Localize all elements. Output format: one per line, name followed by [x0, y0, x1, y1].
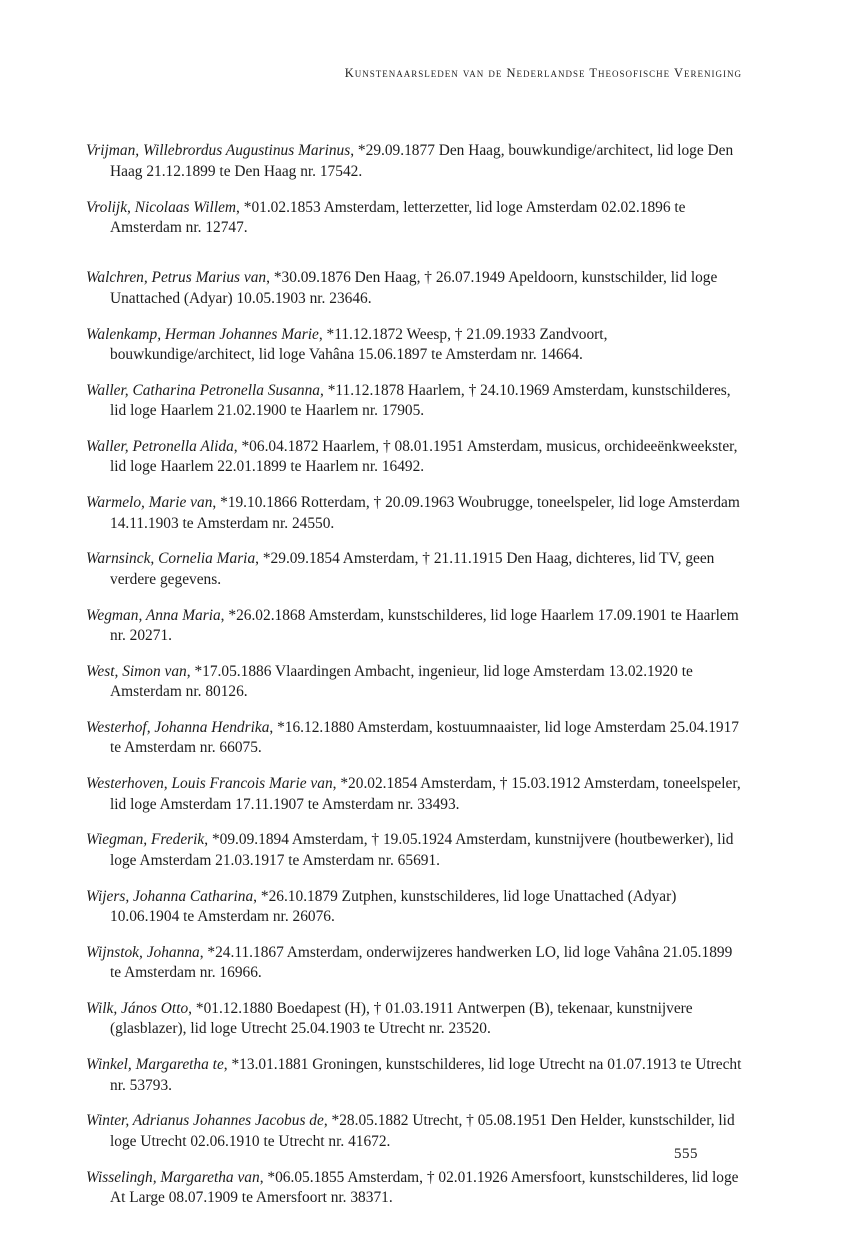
entry: [86, 437, 746, 478]
entry: [86, 606, 746, 647]
entry-name: Westerhoven, Louis Francois Marie van: [86, 775, 333, 793]
entry-name: Wiegman, Frederik: [86, 831, 205, 849]
entry-name: Winkel, Margaretha te: [86, 1056, 224, 1074]
entry-details: , *06.05.1855 Amsterdam, † 02.01.1926 Amersfoort, kunstschilderes, lid loge At Large 08.07.1909 te Amersfoort nr. 38371.: [110, 1168, 739, 1207]
entry-details: , *06.04.1872 Haarlem, † 08.01.1951 Amsterdam, musicus, orchideeënkweekster, lid loge Haarlem 22.01.1899 te Haarlem nr. 16492.: [110, 438, 738, 476]
entry-name: Wilk, János Otto: [86, 1000, 189, 1018]
entry-details: , *13.01.1881 Groningen, kunstschilderes, lid loge Utrecht na 01.07.1913 te Utrecht nr. 53793.: [110, 1056, 742, 1094]
entry-details: , *28.05.1882 Utrecht, † 05.08.1951 Den Helder, kunstschilder, lid loge Utrecht 02.06.1910 te Utrecht nr. 41672.: [110, 1112, 735, 1150]
entry: [86, 141, 746, 182]
entry: [86, 198, 746, 239]
entry: [86, 662, 746, 703]
entry: [86, 1111, 746, 1152]
entry-name: Warmelo, Marie van: [86, 494, 213, 512]
entry: [86, 718, 746, 759]
entry-name: Vrijman, Willebrordus Augustinus Marinus: [86, 142, 351, 160]
entry-details: , *09.09.1894 Amsterdam, † 19.05.1924 Amsterdam, kunstnijvere (houtbewerker), lid loge Amsterdam 21.03.1917 te Amsterdam nr. 65691.: [110, 831, 734, 869]
entry-name: Walenkamp, Herman Johannes Marie: [86, 325, 319, 343]
entry-name: Wisselingh, Margaretha van: [86, 1168, 260, 1186]
entry: [86, 268, 746, 309]
entry: [86, 381, 746, 422]
entry-details: , *30.09.1876 Den Haag, † 26.07.1949 Apeldoorn, kunstschilder, lid loge Unattached (Adyar) 10.05.1903 nr. 23646.: [110, 269, 718, 307]
entry: [86, 999, 746, 1040]
entry-details: , *29.09.1854 Amsterdam, † 21.11.1915 Den Haag, dichteres, lid TV, geen verdere gegevens.: [110, 550, 715, 588]
entry-details: , *11.12.1878 Haarlem, † 24.10.1969 Amsterdam, kunstschilderes, lid loge Haarlem 21.02.1900 te Haarlem nr. 17905.: [110, 381, 731, 420]
entry-details: , *26.10.1879 Zutphen, kunstschilderes, lid loge Unattached (Adyar) 10.06.1904 te Amsterdam nr. 26076.: [110, 887, 677, 926]
entry: [86, 774, 746, 815]
entry-list: [86, 126, 746, 1218]
entry-details: , *24.11.1867 Amsterdam, onderwijzeres handwerken LO, lid loge Vahâna 21.05.1899 te Amsterdam nr. 16966.: [110, 943, 733, 982]
entry-details: , *01.02.1853 Amsterdam, letterzetter, lid loge Amsterdam 02.02.1896 te Amsterdam nr. 12747.: [110, 198, 686, 236]
entry-details: , *26.02.1868 Amsterdam, kunstschilderes, lid loge Haarlem 17.09.1901 te Haarlem nr. 20271.: [110, 606, 739, 645]
entry: [86, 943, 746, 984]
entry-details: , *29.09.1877 Den Haag, bouwkundige/architect, lid loge Den Haag 21.12.1899 te Den Haag nr. 17542.: [110, 142, 734, 180]
entry-name: Waller, Catharina Petronella Susanna: [86, 381, 320, 399]
entry: [86, 549, 746, 590]
entry-name: Wegman, Anna Maria: [86, 606, 221, 624]
entry-name: West, Simon van: [86, 662, 187, 680]
entry: [86, 887, 746, 928]
entry: [86, 1168, 746, 1209]
entry-name: Westerhof, Johanna Hendrika: [86, 719, 270, 737]
page-number: 555: [674, 1146, 698, 1162]
entry-name: Walchren, Petrus Marius van: [86, 269, 267, 287]
entry-name: Waller, Petronella Alida: [86, 438, 234, 456]
entry-details: , *01.12.1880 Boedapest (H), † 01.03.1911 Antwerpen (B), tekenaar, kunstnijvere (glasblazer), lid loge Utrecht 25.04.1903 te Utrecht nr. 23520.: [110, 1000, 693, 1038]
entry: [86, 325, 746, 366]
entry-name: Wijnstok, Johanna: [86, 943, 200, 961]
entry-details: , *20.02.1854 Amsterdam, † 15.03.1912 Amsterdam, toneelspeler, lid loge Amsterdam 17.11.1907 te Amsterdam nr. 33493.: [110, 775, 741, 813]
entry-details: , *19.10.1866 Rotterdam, † 20.09.1963 Woubrugge, toneelspeler, lid loge Amsterdam 14.11.1903 te Amsterdam nr. 24550.: [110, 494, 740, 532]
running-header: Kunstenaarsleden van de Nederlandse Theosofische Vereniging: [344, 66, 742, 80]
entry: [86, 1055, 746, 1096]
entry-name: Warnsinck, Cornelia Maria: [86, 550, 256, 568]
entry-details: , *16.12.1880 Amsterdam, kostuumnaaister, lid loge Amsterdam 25.04.1917 te Amsterdam nr. 66075.: [110, 719, 739, 757]
entry: [86, 493, 746, 534]
entry-details: , *11.12.1872 Weesp, † 21.09.1933 Zandvoort, bouwkundige/architect, lid loge Vahâna 15.06.1897 te Amsterdam nr. 14664.: [110, 325, 608, 364]
entry: [86, 830, 746, 871]
entry-name: Vrolijk, Nicolaas Willem: [86, 198, 237, 216]
entry-name: Winter, Adrianus Johannes Jacobus de: [86, 1112, 324, 1130]
entry-details: , *17.05.1886 Vlaardingen Ambacht, ingenieur, lid loge Amsterdam 13.02.1920 te Amsterdam nr. 80126.: [110, 662, 693, 701]
entry-name: Wijers, Johanna Catharina: [86, 887, 254, 905]
